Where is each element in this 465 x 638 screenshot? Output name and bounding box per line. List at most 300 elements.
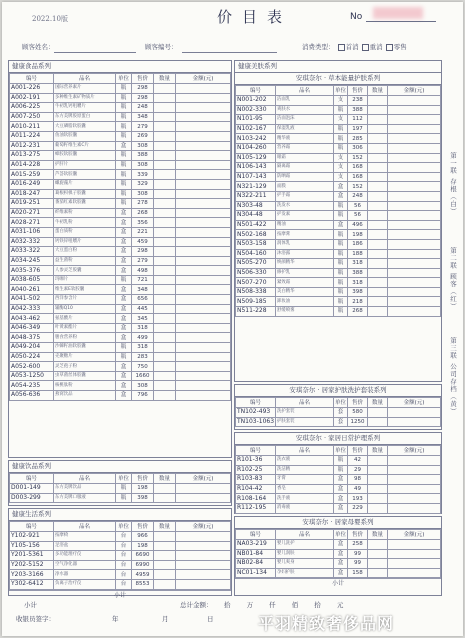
- cell-qty[interactable]: [368, 484, 388, 494]
- cell-amount[interactable]: [176, 560, 231, 570]
- cell-qty[interactable]: [154, 362, 176, 372]
- cell-qty[interactable]: [154, 295, 176, 305]
- cell-amount[interactable]: [388, 494, 441, 504]
- cell-qty[interactable]: [154, 199, 176, 209]
- cell-amount[interactable]: [176, 141, 231, 151]
- cell-qty[interactable]: [368, 475, 388, 485]
- cell-price: 193: [348, 494, 368, 504]
- cell-qty[interactable]: [368, 465, 388, 475]
- cell-qty[interactable]: [154, 112, 176, 122]
- table-row: [10, 103, 231, 113]
- cell-unit: 瓶: [116, 131, 132, 141]
- cell-qty[interactable]: [154, 170, 176, 180]
- col-price: 售价: [348, 530, 368, 540]
- cell-name: 东方美牌口服液: [54, 493, 116, 503]
- table-row: [236, 153, 441, 163]
- col-price: 售价: [348, 446, 368, 456]
- cell-qty[interactable]: [368, 172, 388, 182]
- cell-qty[interactable]: [368, 105, 388, 115]
- cell-amount[interactable]: [388, 278, 441, 288]
- cell-qty[interactable]: [368, 549, 388, 559]
- cell-unit: 盒: [116, 304, 132, 314]
- cell-unit: 盒: [116, 141, 132, 151]
- cell-code: Y203-3166: [10, 570, 54, 580]
- col-name: 品名: [276, 446, 334, 456]
- cell-code: N501-422: [236, 220, 276, 230]
- cell-amount[interactable]: [388, 259, 441, 269]
- cell-unit: 瓶: [334, 201, 348, 211]
- cell-name: 氨基酸片: [54, 314, 116, 324]
- cell-qty[interactable]: [368, 143, 388, 153]
- cell-name: 婴儿润肤: [276, 549, 334, 559]
- cell-unit: 瓶: [334, 287, 348, 297]
- cell-code: A028-271: [10, 218, 54, 228]
- cell-qty[interactable]: [368, 268, 388, 278]
- table-row: [236, 124, 441, 134]
- cell-name: 辅酶Q10: [54, 304, 116, 314]
- table-row: [236, 568, 441, 578]
- cell-amount[interactable]: [388, 211, 441, 221]
- cell-code: N105-129: [236, 153, 276, 163]
- cell-name: 洗洁精: [276, 465, 334, 475]
- cell-amount[interactable]: [176, 218, 231, 228]
- cell-price: 221: [132, 227, 154, 237]
- table-row: [10, 391, 231, 401]
- cell-amount[interactable]: [388, 115, 441, 125]
- cell-amount[interactable]: [388, 143, 441, 153]
- cell-unit: 盒: [334, 568, 348, 578]
- cell-amount[interactable]: [388, 503, 441, 513]
- table-row: [10, 362, 231, 372]
- cell-amount[interactable]: [388, 568, 441, 578]
- cell-amount[interactable]: [388, 230, 441, 240]
- cell-amount[interactable]: [176, 352, 231, 362]
- cell-code: D001-149: [10, 484, 54, 494]
- cell-name: 洁面泡沫: [276, 115, 334, 125]
- cell-amount[interactable]: [388, 182, 441, 192]
- cell-qty[interactable]: [368, 417, 388, 427]
- cell-amount[interactable]: [388, 549, 441, 559]
- unit-qian: 仟: [269, 601, 276, 609]
- cell-amount[interactable]: [176, 579, 231, 589]
- cell-price: 1250: [348, 417, 368, 427]
- cell-qty[interactable]: [368, 163, 388, 173]
- col-code: 编号: [10, 474, 54, 484]
- cell-unit: 盒: [334, 559, 348, 569]
- cell-amount[interactable]: [176, 256, 231, 266]
- table-row: [236, 307, 441, 317]
- health-drink-title: 健康饮品系列: [9, 461, 231, 473]
- cell-qty[interactable]: [368, 297, 388, 307]
- cell-amount[interactable]: [176, 570, 231, 580]
- cell-amount[interactable]: [176, 275, 231, 285]
- cell-code: R103-83: [236, 475, 276, 485]
- cell-name: 护肤套装: [276, 417, 334, 427]
- cell-amount[interactable]: [388, 105, 441, 115]
- cell-unit: 盒: [116, 391, 132, 401]
- cell-code: A019-251: [10, 199, 54, 209]
- cell-qty[interactable]: [368, 568, 388, 578]
- home-care-title: 安琪奈尔 · 居家护肤洗护套装系列: [235, 385, 441, 397]
- cell-amount[interactable]: [388, 307, 441, 317]
- cell-qty[interactable]: [154, 160, 176, 170]
- cell-code: Y105-156: [10, 541, 54, 551]
- cell-amount[interactable]: [388, 124, 441, 134]
- cell-code: A043-462: [10, 314, 54, 324]
- cell-unit: 盒: [334, 494, 348, 504]
- cell-qty[interactable]: [154, 208, 176, 218]
- cell-price: 308: [132, 141, 154, 151]
- cell-price: 345: [132, 314, 154, 324]
- cell-code: N303-48: [236, 201, 276, 211]
- cell-qty[interactable]: [154, 532, 176, 542]
- table-row: [10, 84, 231, 94]
- cell-qty[interactable]: [154, 579, 176, 589]
- table-row: [236, 172, 441, 182]
- cell-unit: 盒: [116, 323, 132, 333]
- cell-qty[interactable]: [154, 141, 176, 151]
- cell-qty[interactable]: [154, 541, 176, 551]
- cell-amount[interactable]: [176, 170, 231, 180]
- cell-price: 306: [348, 143, 368, 153]
- table-row: [10, 295, 231, 305]
- cell-qty[interactable]: [154, 237, 176, 247]
- cell-price: 49: [348, 484, 368, 494]
- cell-name: 蛋白质粉: [54, 227, 116, 237]
- cell-code: TN103-1063: [237, 417, 275, 425]
- cell-unit: 盒: [116, 362, 132, 372]
- cell-qty[interactable]: [368, 191, 388, 201]
- cell-name: 沐浴露: [276, 249, 334, 259]
- cell-qty[interactable]: [368, 153, 388, 163]
- cell-qty[interactable]: [154, 323, 176, 333]
- cell-amount[interactable]: [176, 304, 231, 314]
- cell-amount[interactable]: [176, 371, 231, 381]
- cell-unit: 台: [116, 560, 132, 570]
- cell-qty[interactable]: [368, 115, 388, 125]
- cell-unit: 盒: [334, 191, 348, 201]
- table-row: [236, 287, 441, 297]
- col-qty: 数量: [368, 398, 388, 408]
- cell-name: 按摩膏: [276, 230, 334, 240]
- cell-qty[interactable]: [154, 84, 176, 94]
- cell-amount[interactable]: [388, 201, 441, 211]
- cell-code: A049-204: [10, 343, 54, 353]
- cell-qty[interactable]: [154, 391, 176, 401]
- cell-code: N322-211: [236, 191, 276, 201]
- cell-unit: 台: [116, 532, 132, 542]
- cell-price: 198: [132, 541, 154, 551]
- price-list-sheet: [2, 2, 463, 636]
- cell-unit: 盒: [116, 381, 132, 391]
- family-care-title: 安琪奈尔 · 家居日常护理系列: [235, 433, 441, 445]
- life-subtotal: 小计: [9, 590, 231, 600]
- cell-qty[interactable]: [154, 371, 176, 381]
- cell-code: N504-160: [236, 249, 276, 259]
- cell-amount[interactable]: [388, 239, 441, 249]
- cell-amount[interactable]: [176, 295, 231, 305]
- cell-unit: 瓶: [334, 124, 348, 134]
- health-life-table: [9, 521, 231, 590]
- cell-qty[interactable]: [368, 249, 388, 259]
- cell-amount[interactable]: [388, 220, 441, 230]
- cell-code: NA03-219: [236, 540, 276, 550]
- customer-name-line[interactable]: [54, 52, 136, 53]
- cell-amount[interactable]: [176, 285, 231, 295]
- cell-amount[interactable]: [176, 179, 231, 189]
- cell-price: 248: [132, 103, 154, 113]
- cell-qty[interactable]: [154, 218, 176, 228]
- repeat-consume-checkbox[interactable]: [362, 44, 369, 51]
- cell-amount[interactable]: [176, 314, 231, 324]
- cell-amount[interactable]: [176, 237, 231, 247]
- cell-unit: 支: [334, 172, 348, 182]
- table-row: [10, 256, 231, 266]
- cell-amount[interactable]: [388, 96, 441, 106]
- table-row: [236, 278, 441, 288]
- cell-qty[interactable]: [154, 304, 176, 314]
- collector-label: 收银员签字：: [16, 615, 55, 623]
- home-care-panel: [234, 384, 442, 430]
- cell-qty[interactable]: [154, 227, 176, 237]
- cell-name: 玛咖片: [54, 275, 116, 285]
- page-title: 价目表: [217, 8, 293, 26]
- table-row: [10, 189, 231, 199]
- cell-qty[interactable]: [154, 381, 176, 391]
- col-code: 编号: [236, 398, 276, 408]
- cell-amount[interactable]: [176, 208, 231, 218]
- cell-code: N505-270: [236, 259, 276, 269]
- cell-price: 398: [132, 493, 154, 503]
- cell-qty[interactable]: [154, 266, 176, 276]
- cell-amount[interactable]: [176, 484, 231, 494]
- cell-code: N506-330: [236, 268, 276, 278]
- table-row: [10, 199, 231, 209]
- cell-code: Y201-5361: [10, 551, 54, 561]
- cell-qty[interactable]: [154, 484, 176, 494]
- cell-amount[interactable]: [176, 343, 231, 353]
- side-label-customer: 第二联 顾客（红）: [449, 247, 457, 311]
- cell-code: N107-143: [236, 172, 276, 182]
- cell-amount[interactable]: [388, 465, 441, 475]
- cell-qty[interactable]: [154, 333, 176, 343]
- cell-amount[interactable]: [388, 456, 441, 466]
- cell-unit: 瓶: [116, 160, 132, 170]
- cell-price: 285: [348, 134, 368, 144]
- cell-qty[interactable]: [154, 103, 176, 113]
- cell-amount[interactable]: [176, 103, 231, 113]
- cell-qty[interactable]: [154, 93, 176, 103]
- cell-name: 婴儿洗护: [276, 540, 334, 550]
- cell-qty[interactable]: [368, 211, 388, 221]
- cell-amount[interactable]: [388, 408, 441, 418]
- cell-unit: 盒: [116, 247, 132, 257]
- cell-amount[interactable]: [388, 287, 441, 297]
- cell-amount[interactable]: [176, 532, 231, 542]
- cell-amount[interactable]: [388, 172, 441, 182]
- table-row: [236, 201, 441, 211]
- cell-qty[interactable]: [154, 131, 176, 141]
- cell-qty[interactable]: [368, 287, 388, 297]
- cell-amount[interactable]: [176, 199, 231, 209]
- cell-qty[interactable]: [154, 314, 176, 324]
- cell-price: 152: [348, 153, 368, 163]
- cell-qty[interactable]: [154, 285, 176, 295]
- health-food-title: 健康食品系列: [9, 61, 231, 73]
- cell-code: A052-600: [10, 362, 54, 372]
- cell-qty[interactable]: [154, 343, 176, 353]
- cell-code: N102-167: [236, 124, 276, 134]
- health-food-panel: [8, 60, 232, 458]
- cell-amount[interactable]: [388, 417, 441, 427]
- home-care-table: [235, 397, 441, 427]
- cell-qty[interactable]: [368, 494, 388, 504]
- cell-name: 膳食营养粉: [54, 333, 116, 343]
- cell-qty[interactable]: [154, 256, 176, 266]
- cell-unit: 盒: [116, 333, 132, 343]
- first-consume-checkbox[interactable]: [338, 44, 345, 51]
- cell-qty[interactable]: [154, 570, 176, 580]
- cell-qty[interactable]: [368, 559, 388, 569]
- cell-unit: 台: [116, 570, 132, 580]
- cell-price: 318: [132, 343, 154, 353]
- cell-name: 紧致霜: [276, 278, 334, 288]
- cell-amount[interactable]: [388, 559, 441, 569]
- cell-qty[interactable]: [368, 278, 388, 288]
- cell-code: N002-330: [236, 105, 276, 115]
- cell-unit: 瓶: [116, 275, 132, 285]
- cell-code: NB02-84: [236, 559, 276, 569]
- cell-amount[interactable]: [176, 93, 231, 103]
- cell-amount[interactable]: [388, 268, 441, 278]
- cell-amount[interactable]: [176, 493, 231, 503]
- table-row: [10, 323, 231, 333]
- cell-amount[interactable]: [176, 323, 231, 333]
- cell-unit: 瓶: [334, 105, 348, 115]
- cell-amount[interactable]: [176, 112, 231, 122]
- cell-name: 葡萄籽维生素C片: [54, 141, 116, 151]
- cell-name: 婴儿爽身: [276, 559, 334, 569]
- cell-qty[interactable]: [368, 96, 388, 106]
- retail-checkbox[interactable]: [386, 44, 393, 51]
- subtotal-label: 小计: [24, 601, 37, 609]
- cell-qty[interactable]: [368, 307, 388, 317]
- col-code: 编号: [236, 446, 276, 456]
- customer-code-line[interactable]: [182, 52, 277, 53]
- cell-name: 护肝片: [54, 160, 116, 170]
- cell-name: 纤维素粉: [54, 208, 116, 218]
- cell-name: 大豆磷脂软胶囊: [54, 122, 116, 132]
- cell-amount[interactable]: [176, 541, 231, 551]
- cell-qty[interactable]: [154, 560, 176, 570]
- col-name: 品名: [54, 74, 116, 84]
- cell-amount[interactable]: [388, 540, 441, 550]
- cell-qty[interactable]: [154, 189, 176, 199]
- cell-qty[interactable]: [368, 134, 388, 144]
- cell-amount[interactable]: [388, 475, 441, 485]
- cell-amount[interactable]: [176, 391, 231, 401]
- cell-qty[interactable]: [154, 352, 176, 362]
- cell-qty[interactable]: [154, 247, 176, 257]
- cell-qty[interactable]: [154, 179, 176, 189]
- table-row: [236, 249, 441, 259]
- cell-amount[interactable]: [176, 122, 231, 132]
- cell-amount[interactable]: [176, 189, 231, 199]
- cell-qty[interactable]: [368, 456, 388, 466]
- cell-amount[interactable]: [388, 249, 441, 259]
- cell-code: N508-338: [236, 287, 276, 297]
- cell-qty[interactable]: [154, 551, 176, 561]
- cell-amount[interactable]: [388, 134, 441, 144]
- cell-unit: 瓶: [116, 484, 132, 494]
- cell-qty[interactable]: [368, 540, 388, 550]
- cell-amount[interactable]: [388, 153, 441, 163]
- cell-amount[interactable]: [176, 362, 231, 372]
- cell-code: A018-247: [10, 189, 54, 199]
- cell-amount[interactable]: [388, 191, 441, 201]
- cell-code: N509-185: [236, 297, 276, 307]
- cell-qty[interactable]: [154, 275, 176, 285]
- cell-qty[interactable]: [368, 259, 388, 269]
- cell-qty[interactable]: [368, 239, 388, 249]
- cell-amount[interactable]: [176, 151, 231, 161]
- cell-qty[interactable]: [368, 201, 388, 211]
- table-row: [236, 96, 441, 106]
- table-row: [10, 151, 231, 161]
- cell-name: 蜂胶软胶囊: [54, 151, 116, 161]
- cell-amount[interactable]: [176, 247, 231, 257]
- cell-unit: 套: [334, 417, 348, 427]
- cell-amount[interactable]: [388, 163, 441, 173]
- col-amount: 金额(元): [388, 446, 441, 456]
- table-row: [10, 247, 231, 257]
- cell-name: 燕窝饮品: [54, 391, 116, 401]
- table-row: [10, 532, 231, 542]
- cell-amount[interactable]: [176, 160, 231, 170]
- cell-amount[interactable]: [176, 227, 231, 237]
- cell-price: 459: [132, 237, 154, 247]
- cell-price: 348: [132, 112, 154, 122]
- cell-qty[interactable]: [368, 182, 388, 192]
- cell-amount[interactable]: [388, 484, 441, 494]
- cell-qty[interactable]: [368, 124, 388, 134]
- cell-code: A016-249: [10, 179, 54, 189]
- table-row: [236, 239, 441, 249]
- cell-amount[interactable]: [176, 266, 231, 276]
- col-price: 售价: [348, 86, 368, 96]
- cell-amount[interactable]: [176, 84, 231, 94]
- cell-qty[interactable]: [368, 503, 388, 513]
- unit-yuan: 元: [336, 601, 344, 609]
- cell-amount[interactable]: [176, 551, 231, 561]
- cell-amount[interactable]: [176, 131, 231, 141]
- cell-amount[interactable]: [176, 381, 231, 391]
- cell-name: 眼霜: [276, 153, 334, 163]
- table-row: [10, 493, 231, 503]
- cell-unit: 瓶: [116, 199, 132, 209]
- cell-qty[interactable]: [154, 151, 176, 161]
- cell-qty[interactable]: [154, 122, 176, 132]
- cell-code: A041-502: [10, 295, 54, 305]
- cell-qty[interactable]: [368, 220, 388, 230]
- cell-amount[interactable]: [176, 333, 231, 343]
- cell-qty[interactable]: [368, 408, 388, 418]
- health-food-table: [9, 73, 231, 401]
- cell-name: 精华液: [276, 134, 334, 144]
- cell-qty[interactable]: [154, 493, 176, 503]
- cell-qty[interactable]: [368, 230, 388, 240]
- cell-amount[interactable]: [388, 297, 441, 307]
